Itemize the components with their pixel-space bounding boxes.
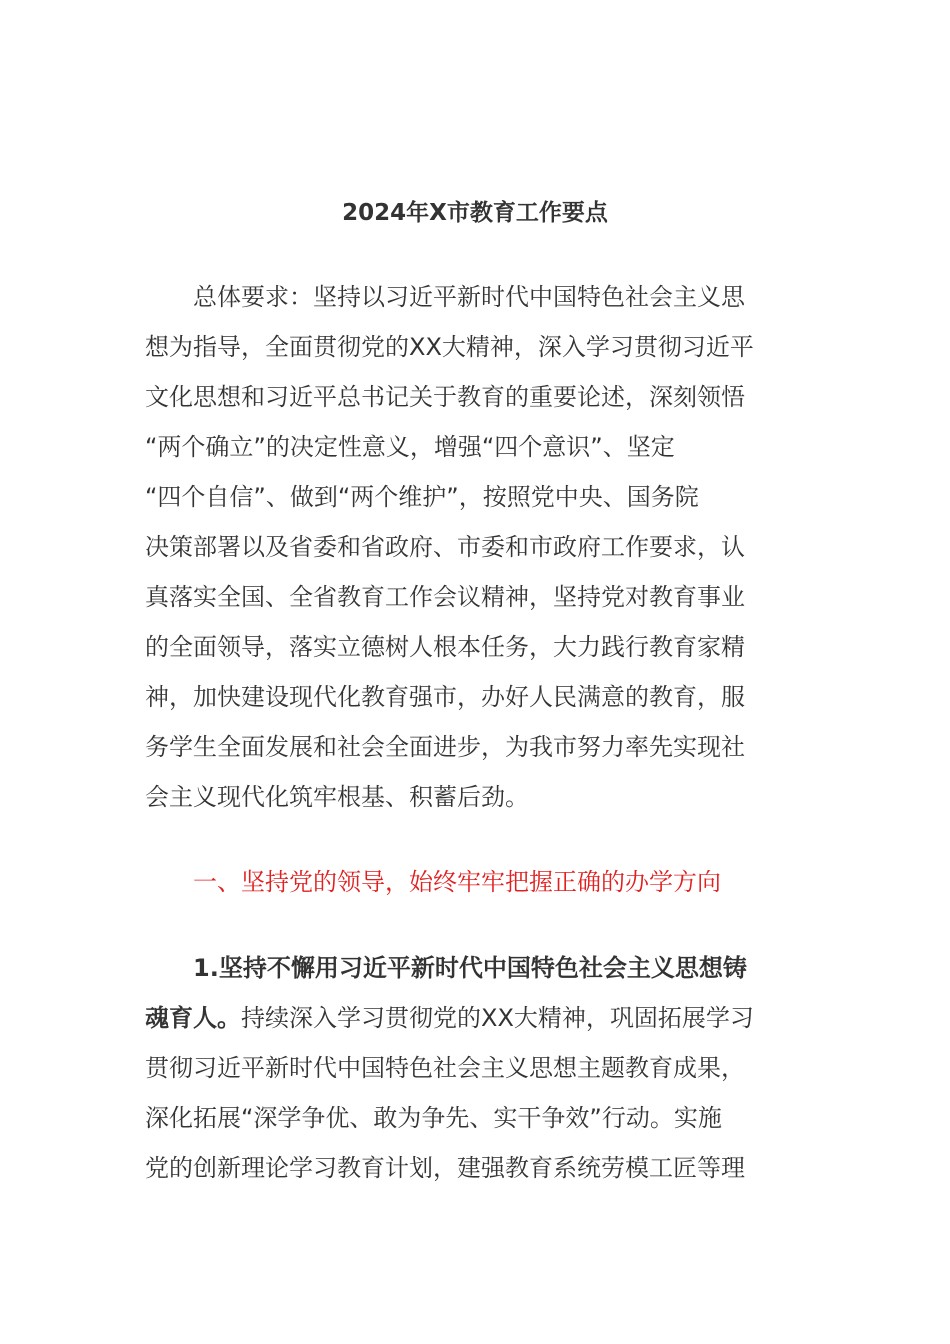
- item-1-paragraph: [145, 943, 805, 1193]
- intro-line: 真落实全国、全省教育工作会议精神，坚持党对教育事业: [145, 583, 745, 611]
- intro-line: 神，加快建设现代化教育强市，办好人民满意的教育，服: [145, 683, 745, 711]
- item-1-line: [145, 993, 805, 1043]
- item-1-heading-line: 1.坚持不懈用习近平新时代中国特色社会主义思想铸: [193, 954, 747, 982]
- intro-line: 会主义现代化筑牢根基、积蓄后劲。: [145, 783, 529, 811]
- intro-paragraph: [145, 272, 805, 822]
- item-1-line: 深化拓展“深学争优、敢为争先、实干争效”行动。实施: [145, 1104, 722, 1132]
- item-1-line: 党的创新理论学习教育计划，建强教育系统劳模工匠等理: [145, 1154, 745, 1182]
- intro-line: 决策部署以及省委和省政府、市委和市政府工作要求，认: [145, 533, 745, 561]
- intro-line: 的全面领导，落实立德树人根本任务，大力践行教育家精: [145, 633, 745, 661]
- intro-line: “四个自信”、做到“两个维护”，按照党中央、国务院: [145, 483, 699, 511]
- item-1-text: 持续深入学习贯彻党的XX大精神，巩固拓展学习: [241, 1004, 754, 1032]
- intro-line: 总体要求：坚持以习近平新时代中国特色社会主义思: [193, 283, 745, 311]
- intro-line: “两个确立”的决定性意义，增强“四个意识”、坚定: [145, 433, 675, 461]
- document-title: 2024年X市教育工作要点: [342, 200, 608, 226]
- section-heading: 一、坚持党的领导，始终牢牢把握正确的办学方向: [193, 868, 721, 896]
- item-1-line: 贯彻习近平新时代中国特色社会主义思想主题教育成果，: [145, 1054, 745, 1082]
- item-1-heading-end: 魂育人。: [145, 1004, 241, 1032]
- intro-line: 务学生全面发展和社会全面进步，为我市努力率先实现社: [145, 733, 745, 761]
- intro-line: 想为指导，全面贯彻党的XX大精神，深入学习贯彻习近平: [145, 333, 754, 361]
- intro-line: 文化思想和习近平总书记关于教育的重要论述，深刻领悟: [145, 383, 745, 411]
